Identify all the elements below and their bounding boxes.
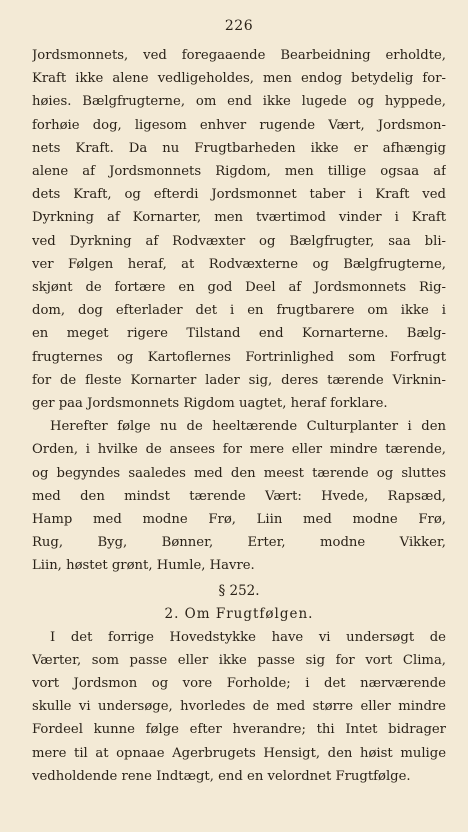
text-line: Orden, i hvilke de ansees for mere eller mindre tærende, [32, 442, 446, 458]
text-line: Dyrkning af Kornarter, men tværtimod vinder i Kraft [32, 210, 446, 226]
text-line: Kraft ikke alene vedligeholdes, men endog betydelig for- [32, 71, 446, 87]
text-line: ver Følgen heraf, at Rodvæxterne og Bælgfrugterne, [32, 256, 446, 272]
paragraph-1 [32, 44, 446, 415]
text-line: Herefter følge nu de heeltærende Culturplanter i den [50, 419, 446, 435]
text-line: Rug, Byg, Bønner, Erter, modne Vikker, [32, 535, 446, 551]
text-line: høies. Bælgfrugterne, om end ikke lugede og hyppede, [32, 94, 446, 110]
section-title: 2. Om Frugtfølgen. [164, 605, 314, 622]
text-line: Liin, høstet grønt, Humle, Havre. [32, 558, 255, 574]
text-line: nets Kraft. Da nu Frugtbarheden ikke er afhængig [32, 140, 446, 156]
text-line: en meget rigere Tilstand end Kornarterne. Bælg- [32, 326, 446, 342]
section-number: § 252. [218, 582, 260, 599]
paragraph-2 [32, 415, 446, 577]
page-number: 226 [224, 18, 254, 34]
text-line: dom, dog efterlader det i en frugtbarere om ikke i [32, 303, 446, 319]
text-line: skjønt de fortære en god Deel af Jordsmonnets Rig- [32, 280, 446, 296]
text-line: alene af Jordsmonnets Rigdom, men tillige ogsaa af [32, 164, 446, 180]
text-line: ger paa Jordsmonnets Rigdom uagtet, heraf forklare. [32, 396, 388, 412]
text-line: med den mindst tærende Vært: Hvede, Rapsæd, [32, 488, 446, 504]
text-line: dets Kraft, og efterdi Jordsmonnet taber i Kraft ved [32, 187, 446, 203]
text-line: mere til at opnaae Agerbrugets Hensigt, den høist mulige [32, 745, 446, 761]
text-line: forhøie dog, ligesom enhver rugende Vært, Jordsmon- [32, 117, 446, 133]
text-line: frugternes og Kartoflernes Fortrinlighed som Forfrugt [32, 349, 446, 365]
text-line: for de fleste Kornarter lader sig, deres tærende Virknin- [32, 372, 446, 388]
text-line: vedholdende rene Indtægt, end en velordnet Frugtfølge. [32, 768, 411, 784]
text-line: Hamp med modne Frø, Liin med modne Frø, [32, 512, 446, 528]
paragraph-3 [32, 626, 446, 788]
text-line: ved Dyrkning af Rodvæxter og Bælgfrugter, saa bli- [32, 233, 446, 249]
text-line: Fordeel kunne følge efter hverandre; thi Intet bidrager [32, 722, 446, 738]
text-line: og begyndes saaledes med den meest tærende og sluttes [32, 465, 446, 481]
text-line: skulle vi undersøge, hvorledes de med større eller mindre [32, 699, 446, 715]
text-line: I det forrige Hovedstykke have vi undersøgt de [50, 629, 446, 645]
text-line: Jordsmonnets, ved foregaaende Bearbeidning erholdte, [32, 48, 446, 63]
text-line: vort Jordsmon og vore Forholde; i det nærværende [32, 676, 446, 692]
text-line: Værter, som passe eller ikke passe sig for vort Clima, [32, 652, 446, 668]
